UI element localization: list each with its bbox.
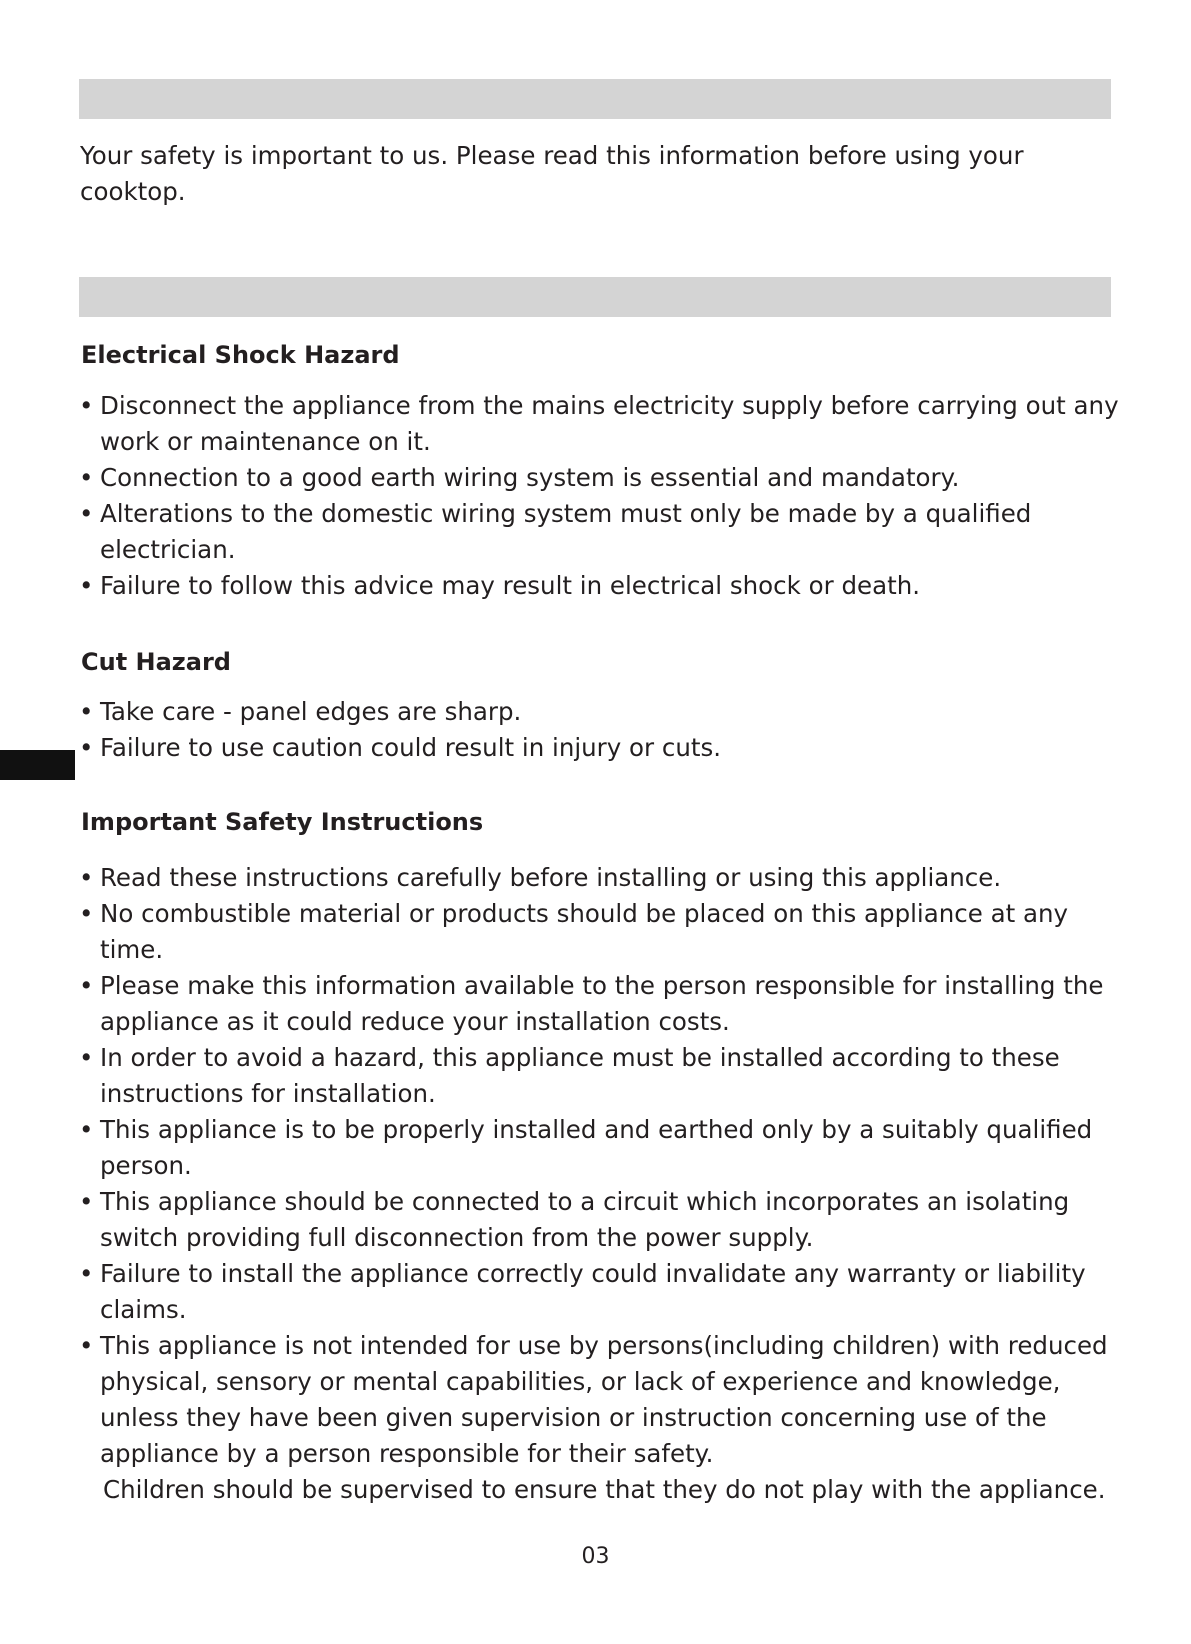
list-item: • Disconnect the appliance from the mains electricity supply before carrying out any work or maintenance on it.	[79, 388, 1129, 460]
list-item: • This appliance is to be properly installed and earthed only by a suitably qualified person.	[79, 1112, 1129, 1184]
electrical-shock-list	[79, 388, 1129, 604]
list-item: • In order to avoid a hazard, this appliance must be installed according to these instructions for installation.	[79, 1040, 1129, 1112]
list-item: • Alterations to the domestic wiring system must only be made by a qualified electrician.	[79, 496, 1129, 568]
list-item-text: This appliance is not intended for use by persons(including children) with reduced physical, sensory or mental capabilities, or lack of experience and knowledge, unless they have been given supervision or instruction concerning use of the appliance by a person responsible for their safety.	[100, 1331, 1108, 1468]
list-item: • No combustible material or products should be placed on this appliance at any time.	[79, 896, 1129, 968]
list-item: • Read these instructions carefully before installing or using this appliance.	[79, 860, 1129, 896]
list-item: • Take care - panel edges are sharp.	[79, 694, 1129, 730]
list-item: • Failure to use caution could result in injury or cuts.	[79, 730, 1129, 766]
list-item: • Please make this information available to the person responsible for installing the appliance as it could reduce your installation costs.	[79, 968, 1129, 1040]
side-tab-marker	[0, 750, 75, 780]
list-item: • Connection to a good earth wiring system is essential and mandatory.	[79, 460, 1129, 496]
important-safety-list	[79, 860, 1129, 1508]
list-item	[79, 1328, 1129, 1508]
list-item: • Failure to install the appliance correctly could invalidate any warranty or liability claims.	[79, 1256, 1129, 1328]
cut-hazard-list	[79, 694, 1129, 766]
important-safety-heading: Important Safety Instructions	[81, 808, 484, 836]
intro-text: Your safety is important to us. Please read this information before using your cooktop.	[80, 141, 1024, 206]
list-item: • This appliance should be connected to a circuit which incorporates an isolating switch providing full disconnection from the power supply.	[79, 1184, 1129, 1256]
list-item-continuation: Children should be supervised to ensure that they do not play with the appliance.	[103, 1475, 1106, 1504]
section-header-bar	[79, 277, 1111, 317]
cut-hazard-heading: Cut Hazard	[81, 648, 231, 676]
page-number: 03	[581, 1544, 610, 1569]
section-header-bar	[79, 79, 1111, 119]
list-item: • Failure to follow this advice may result in electrical shock or death.	[79, 568, 1129, 604]
electrical-shock-heading: Electrical Shock Hazard	[81, 341, 400, 369]
